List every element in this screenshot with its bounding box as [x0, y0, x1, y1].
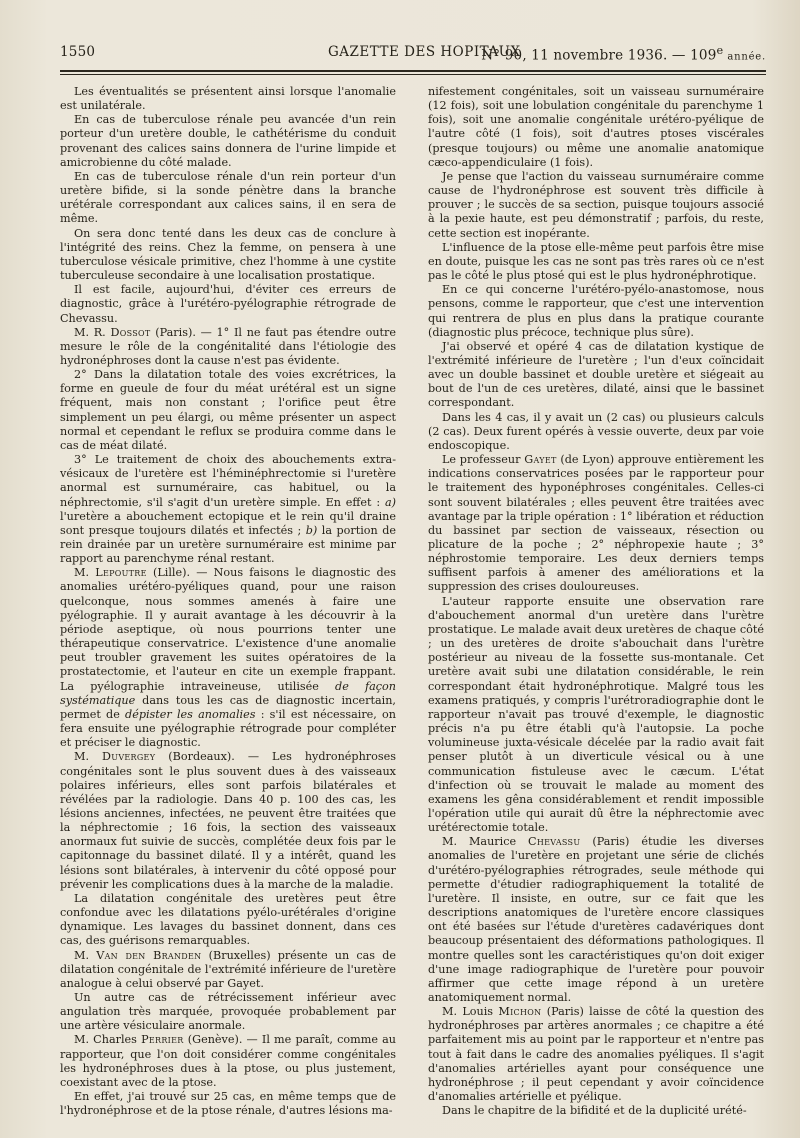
emphasis-text: dépister les anomalies	[125, 707, 256, 721]
paragraph	[428, 85, 764, 170]
emphasis-text: b)	[305, 523, 318, 537]
paragraph	[60, 991, 396, 1033]
paragraph-text: Je pense que l'action du vaisseau surnuméraire comme cause de l'hydronéphrose est souvent très difficile à prouver ; le succès de sa section, puisque toujours associé à la pexie haute, est peu démonstratif ; parfois, du reste, cette section est inopérante.	[428, 169, 764, 240]
issue-info	[481, 44, 766, 64]
paragraph-text: Un autre cas de rétrécissement inférieur avec angulation très marquée, provoquée probablement par une artère vésiculaire anormale.	[60, 991, 396, 1033]
emphasis-text: a)	[384, 495, 396, 509]
paragraph	[60, 1033, 396, 1090]
right-column	[428, 85, 764, 1118]
paragraph-text: L'influence de la ptose elle-même peut parfois être mise en doute, puisque les cas ne sont pas très rares où ce n'est pas le côté le plus ptosé qui est le plus hydronéphrotique.	[428, 240, 764, 283]
left-column	[60, 85, 396, 1118]
paragraph	[60, 227, 396, 284]
paragraph-text: (de Lyon) approuve entièrement les indications conservatrices posées par le rapporteur pour le traitement des hyponéphroses congénitales. Celles-ci sont souvent bilatérales ; elles peuvent être traitées avec avantage par la triple opération : 1° libération et réduction du bassinet par section de vaisseaux, résection ou plicature de la poche ; 2° néphropexie haute ; 3° néphrostomie temporaire. Les deux derniers temps suffisent parfois à amener des améliorations et la suppression des crises douloureuses.	[428, 453, 765, 594]
paragraph-text: Le professeur	[442, 453, 525, 467]
paragraph-text: En effet, j'ai trouvé sur 25 cas, en même temps que de l'hydronéphrose et de la ptose rénale, d'autres lésions ma-	[60, 1090, 396, 1118]
header-rule-thin	[60, 74, 766, 75]
speaker-name: Duvergey	[102, 750, 156, 764]
paragraph	[60, 566, 396, 750]
paragraph-text: L'auteur rapporte ensuite une observation rare d'abouchement anormal d'un uretère dans l'urètre prostatique. Le malade avait deux uretères de chaque côté ; un des uretères de droite s'abouchait dans l'urètre postérieur au niveau de la fossette sus-montanale. Cet uretère avait subi une dilatation considérable, le rein correspondant était hydronéphrotique. Malgré tous les examens pratiqués, y compris l'urétroradiographie dont le rapporteur n'avait pas trouvé d'exemple, le diagnostic précis n'a pu être établi qu'à l'autopsie. La poche volumineuse juxta-vésicale décelée par la radio avait fait penser plutôt à un diverticule vésical ou à une communication fistuleuse avec le cæcum. L'état d'infection où se trouvait le malade au moment des examens les gêna considérablement et rendit impossible l'opération utile qui aurait dû être la néphrectomie avec urétérectomie totale.	[428, 594, 764, 835]
paragraph	[428, 595, 764, 836]
paragraph	[428, 241, 764, 283]
paragraph-text: dans tous les cas de diagnostic incertain, permet de	[60, 693, 396, 721]
speaker-name: Perrier	[141, 1033, 184, 1047]
paragraph-text: M. Charles	[74, 1033, 142, 1047]
issue-superscript: e	[716, 44, 724, 57]
paragraph-text: M. R.	[74, 325, 111, 339]
speaker-name: Gayet	[524, 453, 557, 467]
paragraph	[60, 750, 396, 892]
issue-main: N° 90, 11 novembre 1936. — 109	[481, 47, 717, 64]
emphasis-text: de façon systématique	[60, 679, 396, 707]
speaker-name: Michon	[498, 1005, 542, 1019]
paragraph-text: On sera donc tenté dans les deux cas de conclure à l'intégrité des reins. Chez la femme, on pensera à une tuberculose vésicale primitive, chez l'homme à une cystite tuberculeuse secondaire à une localisation prostatique.	[60, 226, 396, 283]
paragraph-text: Il est facile, aujourd'hui, d'éviter ces erreurs de diagnostic, grâce à l'urétéro-pyélographie rétrograde de Chevassu.	[60, 283, 396, 325]
paragraph	[60, 170, 396, 227]
paragraph	[428, 411, 764, 453]
paragraph	[60, 113, 396, 170]
paragraph-text: M.	[74, 566, 96, 580]
paragraph	[428, 1005, 764, 1104]
paragraph-text: (Genève). — Il me paraît, comme au rapporteur, que l'on doit considérer comme congénitales les hydronéphroses dues à la ptose, ou plus justement, coexistant avec de la ptose.	[60, 1033, 396, 1089]
paragraph-text: M. Maurice	[442, 835, 529, 849]
paragraph-text: la portion de rein drainée par un uretère surnuméraire est minime par rapport au parenchyme rénal restant.	[60, 523, 396, 566]
page-header	[60, 44, 766, 64]
paragraph	[60, 1090, 396, 1118]
paragraph-text: 2° Dans la dilatation totale des voies excrétrices, la forme en gueule de four du méat urétéral est un signe fréquent, mais non constant ; l'orifice peut être simplement un peu élargi, ou même présenter un aspect normal et cependant le reflux se produira comme dans le cas de méat dilaté.	[60, 368, 396, 452]
paragraph-text: M.	[74, 948, 97, 962]
paragraph-text: : s'il est nécessaire, on fera ensuite une pyélographie rétrograde pour compléter et préciser le diagnostic.	[60, 707, 396, 750]
journal-title: GAZETTE DES HOPITAUX	[328, 44, 521, 60]
paragraph-text: Dans le chapitre de la bifidité et de la duplicité urété-	[442, 1104, 747, 1118]
paragraph-text: (Paris) laisse de côté la question des hydronéphroses par artères anormales ; ce chapitre a été parfaitement mis au point par le rapporteur et n'entre pas tout à fait dans le cadre des anomalies pyéliques. Il s'agit d'anomalies artérielles ayant pour conséquence une hydronéphrose ; il peut cependant y avoir coïncidence d'anomalies artérielle et pyélique.	[428, 1005, 764, 1104]
paragraph	[60, 283, 396, 325]
paragraph	[428, 835, 764, 1005]
paragraph-text: M. Louis	[442, 1005, 499, 1019]
paragraph	[60, 326, 396, 368]
page-number: 1550	[60, 44, 96, 60]
paragraph-text: M.	[74, 750, 103, 764]
paragraph	[60, 368, 396, 453]
paragraph-text: (Paris) étudie les diverses anomalies de l'uretère en projetant une série de clichés d'urétéro-pyélographies rétrogrades, seule méthode qui permette d'étudier radiographiquement la totalité de l'uretère. Il insiste, en outre, sur ce fait que les descriptions anatomiques de l'uretère encore classiques ont été basées sur l'étude d'uretères cadavériques dont beaucoup présentaient des déformations pathologiques. Il montre quelles sont les caractéristiques qu'on doit exiger d'une image radiographique de l'uretère pour pouvoir affirmer que cette image répond à un uretère anatomiquement normal.	[428, 835, 764, 1004]
paragraph	[428, 283, 764, 340]
paragraph-text: (Bruxelles) présente un cas de dilatation congénitale de l'extrémité inférieure de l'uretère analogue à celui observé par Gayet.	[60, 948, 396, 990]
issue-year-label: année.	[723, 51, 766, 63]
paragraph	[428, 170, 764, 241]
paragraph-text: (Paris). — 1° Il ne faut pas étendre outre mesure le rôle de la congénitalité dans l'étiologie des hydronéphroses dont la cause n'est pas évidente.	[60, 325, 396, 367]
paragraph-text: En ce qui concerne l'urétéro-pyélo-anastomose, nous pensons, comme le rapporteur, que c'est une intervention qui rentrera de plus en plus dans la pratique courante (diagnostic plus précoce, technique plus sûre).	[428, 283, 764, 339]
paragraph	[428, 1104, 764, 1118]
paragraph-text: En cas de tuberculose rénale peu avancée d'un rein porteur d'un uretère double, le cathétérisme du conduit provenant des calices sains donnera de l'urine limpide et amicrobienne du côté malade.	[60, 113, 396, 169]
paragraph-text: (Bordeaux). — Les hydronéphroses congénitales sont le plus souvent dues à des vaisseaux polaires inférieurs, elles sont parfois bilatérales et révélées par la radiologie. Dans 40 p. 100 des cas, les lésions anciennes, infectées, ne peuvent être traitées que la néphrectomie ; 16 fois, la section des vaisseaux anormaux fut suivie de succès, complétée deux fois par le capitonnage du bassinet dilaté. Il y a intérêt, quand les lésions sont bilatérales, à intervenir du côté opposé pour prévenir les complications dues à la marche de la maladie.	[60, 750, 396, 891]
paragraph	[428, 340, 764, 411]
paragraph-text: (Lille). — Nous faisons le diagnostic des anomalies urétéro-pyéliques quand, pour une raison quelconque, nous sommes amenés à faire une pyélographie. Il y aurait avantage à les découvrir à la période aseptique, où nous pourrions tenter une thérapeutique conservatrice. L'existence d'une anomalie peut troubler gravement les suites opératoires de la prostatectomie, et l'auteur en cite un exemple frappant. La pyélographie intraveineuse, utilisée	[60, 566, 396, 693]
speaker-name: Chevassu	[528, 835, 581, 849]
paragraph	[428, 453, 764, 595]
paragraph	[60, 85, 396, 113]
paragraph-text: nifestement congénitales, soit un vaisseau surnuméraire (12 fois), soit une lobulation congénitale du parenchyme 1 fois), soit une anomalie congénitale urétéro-pyélique de l'autre côté (1 fois), soit d'autres ptoses viscérales (presque toujours) ou même une anomalie anatomique cæco-appendiculaire (1 fois).	[428, 85, 764, 169]
paragraph-text: En cas de tuberculose rénale d'un rein porteur d'un uretère bifide, si la sonde pénètre dans la branche urétérale correspondant aux calices sains, il en sera de même.	[60, 169, 396, 226]
paragraph-text: La dilatation congénitale des uretères peut être confondue avec les dilatations pyélo-urétérales d'origine dynamique. Les lavages du bassinet donnent, dans ces cas, des guérisons remarquables.	[60, 891, 396, 948]
paragraph	[60, 892, 396, 949]
paragraph-text: 3° Le traitement de choix des abouchements extra-vésicaux de l'uretère est l'héminéphrectomie si l'uretère anormal est surnuméraire, cas habituel, ou la néphrectomie, s'il s'agit d'un uretère simple. En effet :	[60, 453, 396, 509]
paragraph-text: Les éventualités se présentent ainsi lorsque l'anomalie est unilatérale.	[60, 85, 396, 113]
paragraph-text: Dans les 4 cas, il y avait un (2 cas) ou plusieurs calculs (2 cas). Deux furent opérés à vessie ouverte, deux par voie endoscopique.	[428, 410, 764, 452]
paragraph-text: J'ai observé et opéré 4 cas de dilatation kystique de l'extrémité inférieure de l'uretère ; l'un d'eux coïncidait avec un double bassinet et double uretère et siégeait au bout de l'un de ces uretères, dilaté, ainsi que le bassinet correspondant.	[428, 339, 764, 410]
speaker-name: Dossot	[110, 325, 151, 339]
header-rule-thick	[60, 70, 766, 72]
paragraph	[60, 453, 396, 566]
paragraph	[60, 949, 396, 991]
speaker-name: Van den Branden	[96, 948, 202, 962]
paragraph-text: l'uretère a abouchement ectopique et le rein qu'il draine sont presque toujours dilatés et infectés ;	[60, 509, 396, 537]
speaker-name: Lepoutre	[95, 566, 147, 580]
